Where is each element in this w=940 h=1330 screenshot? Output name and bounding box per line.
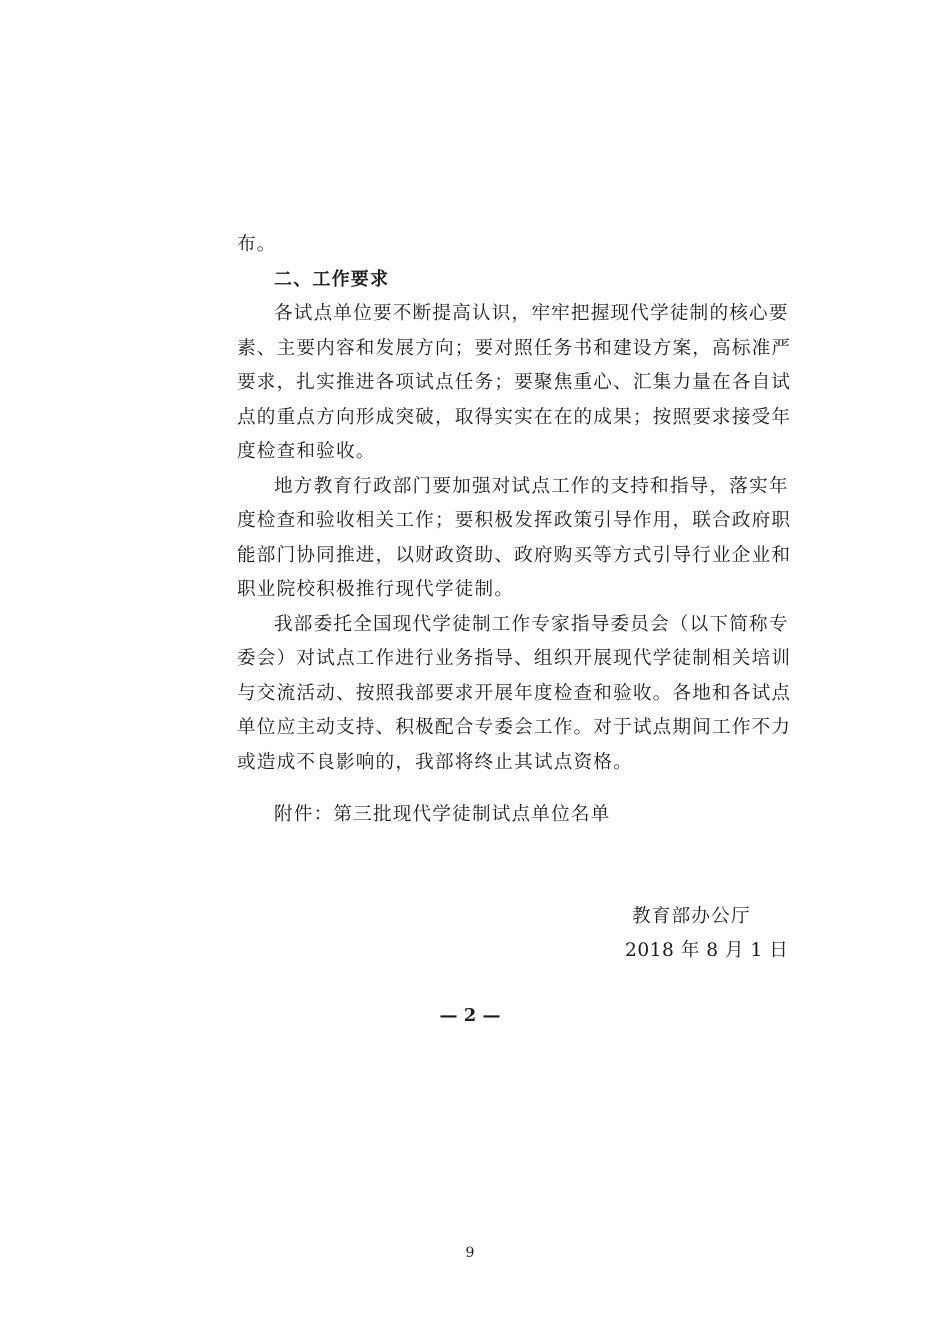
paragraph-line: 或造成不良影响的，我部将终止其试点资格。 bbox=[237, 751, 633, 773]
paragraph-line: 点的重点方向形成突破，取得实实在在的成果；按照要求接受年 bbox=[237, 406, 792, 428]
outer-page-number: 9 bbox=[465, 1245, 475, 1261]
paragraph-line: 度检查和验收相关工作；要积极发挥政策引导作用，联合政府职 bbox=[237, 510, 792, 531]
paragraph-line: 职业院校积极推行现代学徒制。 bbox=[237, 579, 515, 600]
paragraph-line: 要求，扎实推进各项试点任务；要聚焦重心、汇集力量在各自试 bbox=[237, 372, 792, 393]
paragraph-line: 度检查和验收。 bbox=[237, 441, 376, 462]
issue-date: 2018 年 8 月 1 日 bbox=[625, 940, 789, 961]
paragraph-line: 委会）对试点工作进行业务指导、组织开展现代学徒制相关培训 bbox=[237, 648, 792, 669]
section-heading: 二、工作要求 bbox=[274, 268, 390, 290]
paragraph-line: 地方教育行政部门要加强对试点工作的支持和指导，落实年 bbox=[274, 475, 789, 497]
inner-page-number: — 2 — bbox=[439, 1005, 501, 1026]
paragraph-line: 能部门协同推进，以财政资助、政府购买等方式引导行业企业和 bbox=[237, 544, 792, 566]
paragraph-line: 与交流活动、按照我部要求开展年度检查和验收。各地和各试点 bbox=[237, 682, 792, 704]
paragraph-line: 我部委托全国现代学徒制工作专家指导委员会（以下简称专 bbox=[274, 613, 789, 635]
body-text bbox=[237, 228, 792, 780]
attachment-line: 附件：第三批现代学徒制试点单位名单 bbox=[274, 804, 611, 825]
issuer-name: 教育部办公厅 bbox=[632, 906, 751, 927]
paragraph-line: 单位应主动支持、积极配合专委会工作。对于试点期间工作不力 bbox=[237, 717, 792, 738]
paragraph-line: 各试点单位要不断提高认识，牢牢把握现代学徒制的核心要 bbox=[274, 303, 789, 324]
paragraph-line: 布。 bbox=[237, 234, 277, 255]
paragraph-line: 素、主要内容和发展方向；要对照任务书和建设方案，高标准严 bbox=[237, 337, 792, 359]
attachment-note bbox=[237, 798, 771, 833]
